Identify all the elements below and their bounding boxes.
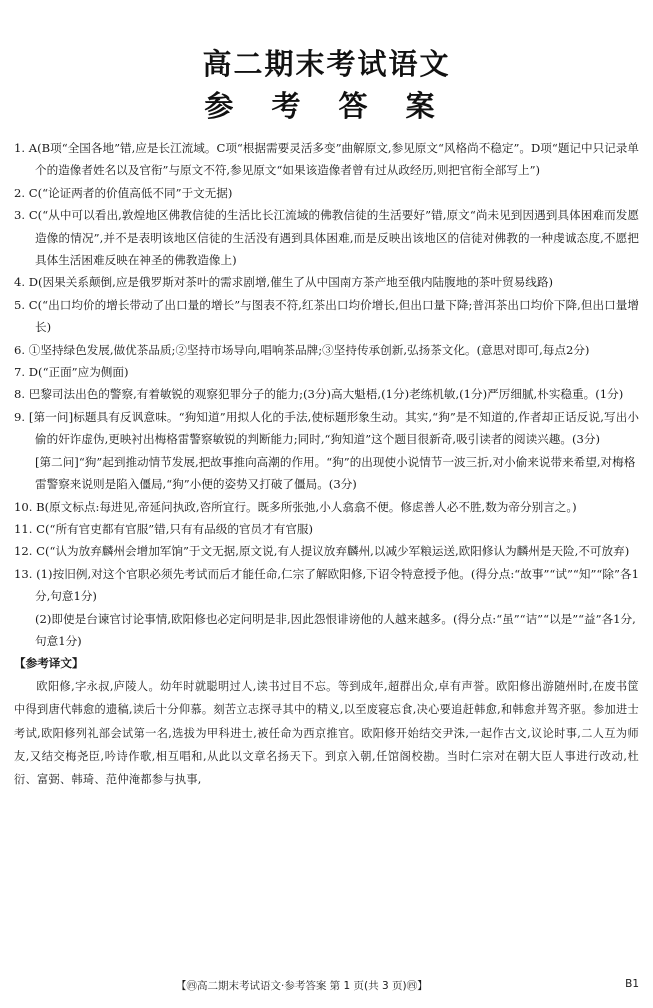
reference-heading: 【参考译文】 <box>14 656 84 671</box>
answer-item-7: 7. D(“正面”应为侧面) <box>14 365 129 380</box>
answer-item-1: 1. A(B项“全国各地”错,应是长江流域。C项“根据需要灵活多变”曲解原文,参见原文“风格尚不稳定”。D项“题记中只记录单个的造像者姓名以及官衔”与原文不符,参见原文“如果该造像者曾有过从政经历,则把官衔全部写上”) <box>14 141 639 178</box>
page-subtitle: 参 考 答 案 <box>204 89 449 123</box>
footer-page-info: 【㊃高二期末考试语文·参考答案 第 1 页(共 3 页)㊃】 <box>176 980 428 992</box>
page-title: 高二期末考试语文 <box>202 47 451 81</box>
answer-item-4: 4. D(因果关系颠倒,应是俄罗斯对茶叶的需求剧增,催生了从中国南方茶产地至俄内陆腹地的茶叶贸易线路) <box>14 275 553 290</box>
answer-list <box>14 137 639 792</box>
answer-item-12: 12. C(“认为放弃麟州会增加军饷”于文无据,原文说,有人提议放弃麟州,以减少军粮运送,欧阳修认为麟州是天险,不可放弃) <box>14 544 630 559</box>
reference-translation: 欧阳修,字永叔,庐陵人。幼年时就聪明过人,读书过目不忘。等到成年,超群出众,卓有声誉。欧阳修出游随州时,在废书筐中得到唐代韩愈的遗稿,读后十分仰慕。刻苦立志探寻其中的精义,以至废寝忘食,决心要追赶韩愈,和韩愈并驾齐驱。参加进士考试,欧阳修列礼部会试第一名,选拔为甲科进士,被任命为西京推官。欧阳修开始结交尹洙,一起作古文,议论时事,二人互为师友,又结交梅尧臣,吟诗作歌,相互唱和,从此以文章名扬天下。到京入朝,任馆阁校勘。当时仁宗对在朝大臣人事进行改动,杜衍、富弼、韩琦、范仲淹都参与执事, <box>14 679 639 787</box>
answer-item-3: 3. C(“从中可以看出,敦煌地区佛教信徒的生活比长江流域的佛教信徒的生活要好”错,原文“尚未见到因遇到具体困难而发愿造像的情况”,并不是表明该地区信徒的生活没有遇到具体困难,而是反映出该地区的信徒对佛教的一种虔诚态度,不愿把具体生活困难反映在神圣的佛教造像上) <box>14 208 639 268</box>
answer-item-9: 9. [第一问]标题具有反讽意味。“狗知道”用拟人化的手法,使标题形象生动。其实,“狗”是不知道的,作者却正话反说,写出小偷的奸诈虚伪,更映衬出梅格雷警察敏锐的判断能力;同时,“狗知道”这个题目很新奇,吸引读者的阅读兴趣。(3分) <box>14 409 639 447</box>
answer-item-11: 11. C(“所有官吏都有官服”错,只有有品级的官员才有官服) <box>14 521 314 536</box>
answer-item-5: 5. C(“出口均价的增长带动了出口量的增长”与图表不符,红茶出口均价增长,但出口量下降;普洱茶出口均价下降,但出口量增长) <box>14 297 639 335</box>
footer-code: B1 <box>625 978 639 990</box>
answer-item-13-second: (2)即使是台谏官讨论事情,欧阳修也必定问明是非,因此怨恨诽谤他的人越来越多。(得分点:“虽”“诘”“以是”“益”各1分,句意1分) <box>35 611 636 648</box>
answer-item-2: 2. C(“论证两者的价值高低不同”于文无据) <box>14 185 233 200</box>
answer-item-10: 10. B(原文标点:每进见,帝延问执政,咨所宜行。既多所张弛,小人翕翕不便。修虑善人必不胜,数为帝分别言之。) <box>14 499 577 514</box>
answer-item-13: 13. (1)按旧例,对这个官职必须先考试而后才能任命,仁宗了解欧阳修,下诏令特意授予他。(得分点:“故事”“试”“知”“除”各1分,句意1分) <box>14 566 639 604</box>
answer-item-9-second: [第二问]“狗”起到推动情节发展,把故事推向高潮的作用。“狗”的出现使小说情节一波三折,对小偷来说带来希望,对梅格雷警察来说则是陷入僵局,“狗”小便的姿势又打破了僵局。(3分) <box>35 454 636 492</box>
answer-item-6: 6. ①坚持绿色发展,做优茶品质;②坚持市场导向,唱响茶品牌;③坚持传承创新,弘扬茶文化。(意思对即可,每点2分) <box>14 342 590 357</box>
answer-item-8: 8. 巴黎司法出色的警察,有着敏锐的观察犯罪分子的能力;(3分)高大魁梧,(1分)老练机敏,(1分)严厉细腻,朴实稳重。(1分) <box>14 387 624 402</box>
